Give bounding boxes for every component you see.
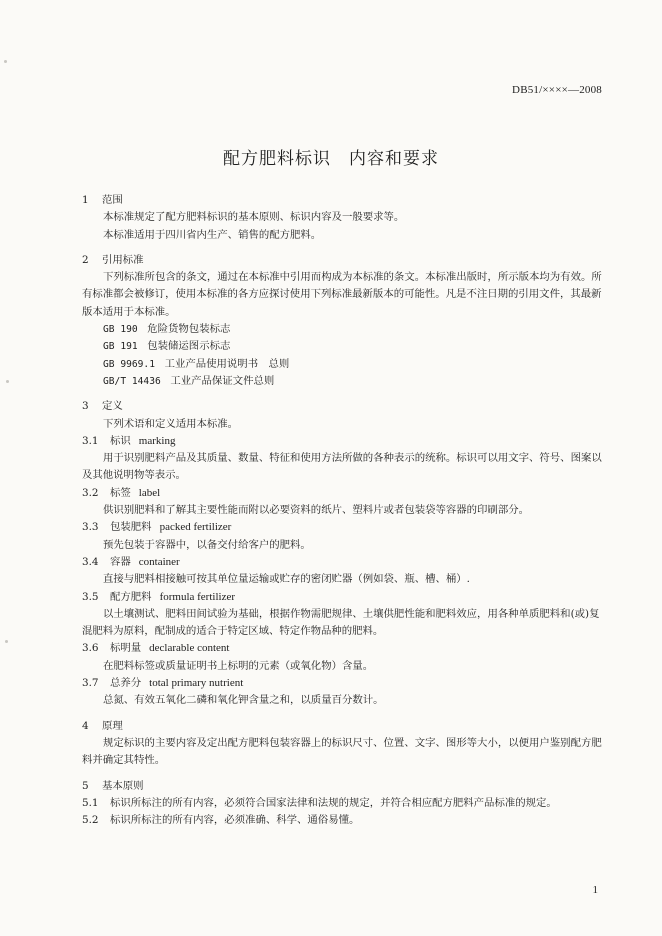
section-number: 4: [82, 719, 89, 732]
definition-term-en: marking: [138, 434, 176, 447]
reference-code: GB 191: [103, 341, 138, 353]
scan-speck: [5, 640, 8, 643]
definition-text: 直接与肥料相接触可按其单位量运输或贮存的密闭贮器（例如袋、瓶、槽、桶）.: [103, 573, 470, 586]
definition-number: 3.6: [82, 642, 99, 655]
document-body: [82, 192, 602, 829]
paragraph: 下列标准所包含的条文，通过在本标准中引用而构成为本标准的条文。本标准出版时，所示版本均为有效。所有标准都会被修订，使用本标准的各方应探讨使用下列标准最新版本的可能性。凡是不注日期的引用文件，其最新版本适用于本标准。: [82, 271, 602, 318]
definition-term: 标识: [110, 434, 131, 447]
definition-text: 以土壤测试、肥料田间试验为基础，根据作物需肥规律、土壤供肥性能和肥料效应，用各种单质肥料和(或)复混肥料为原料，配制成的适合于特定区域、特定作物品种的肥料。: [82, 607, 600, 638]
definition-term: 标明量: [110, 642, 142, 655]
paragraph: 本标准适用于四川省内生产、销售的配方肥料。: [103, 228, 322, 241]
definition-term-en: total primary nutrient: [149, 677, 244, 690]
definition-number: 3.1: [82, 434, 99, 447]
definition-term: 包装肥料: [110, 521, 152, 534]
section-heading: [82, 252, 602, 269]
reference-title: 包装储运图示标志: [147, 340, 231, 353]
section-number: 2: [82, 253, 89, 266]
definition-number: 3.7: [82, 677, 99, 690]
definition-text: 预先包装于容器中，以备交付给客户的肥料。: [103, 538, 311, 551]
clause-number: 5.1: [82, 796, 99, 809]
definition-term-en: container: [138, 555, 180, 568]
definition-term-en: packed fertilizer: [159, 521, 232, 534]
paragraph: 本标准规定了配方肥料标识的基本原则、标识内容及一般要求等。: [103, 211, 405, 224]
clause-item: [82, 812, 602, 829]
reference-code: GB/T 14436: [103, 375, 161, 387]
section-heading: [82, 398, 602, 415]
reference-code: GB 190: [103, 324, 138, 336]
definition-term-en: declarable content: [149, 642, 230, 655]
definition-text: 总氮、有效五氧化二磷和氧化钾含量之和，以质量百分数计。: [103, 694, 384, 707]
section-heading: [82, 718, 602, 735]
definition-term-en: label: [138, 486, 161, 499]
definition-term: 标签: [110, 486, 131, 499]
paragraph: 下列术语和定义适用本标准。: [103, 417, 239, 430]
reference-item: [82, 338, 602, 355]
definition-term: 配方肥料: [110, 590, 152, 603]
definition-number: 3.5: [82, 590, 99, 603]
section-heading: [82, 778, 602, 795]
reference-item: [82, 356, 602, 373]
definition-heading: [82, 640, 602, 657]
scan-speck: [4, 60, 7, 63]
reference-item: [82, 321, 602, 338]
definition-text: 用于识别肥料产品及其质量、数量、特征和使用方法所做的各种表示的统称。标识可以用文字、符号、图案以及其他说明物等表示。: [82, 452, 602, 482]
reference-item: [82, 373, 602, 390]
definition-text: 供识别肥料和了解其主要性能而附以必要资料的纸片、塑料片或者包装袋等容器的印刷部分。: [103, 504, 530, 517]
clause-text: 标识所标注的所有内容，必须符合国家法律和法规的规定，并符合相应配方肥料产品标准的规定。: [110, 796, 557, 809]
section-number: 1: [82, 194, 89, 206]
section-number: 3: [82, 400, 89, 413]
paragraph: 规定标识的主要内容及定出配方肥料包装容器上的标识尺寸、位置、文字、图形等大小，以便用户鉴别配方肥料并确定其特性。: [82, 736, 602, 767]
definition-term: 总养分: [110, 677, 142, 690]
scan-speck: [6, 380, 9, 383]
definition-heading: [82, 433, 602, 450]
definition-heading: [82, 519, 602, 536]
definition-term-en: formula fertilizer: [159, 590, 235, 603]
definition-heading: [82, 485, 602, 502]
definition-number: 3.2: [82, 486, 99, 499]
reference-title: 工业产品保证文件总则: [170, 374, 275, 387]
section-title: 引用标准: [102, 253, 144, 266]
definition-heading: [82, 675, 602, 692]
clause-number: 5.2: [82, 814, 99, 827]
document-title: 配方肥料标识 内容和要求: [223, 149, 439, 169]
definition-heading: [82, 554, 602, 571]
definition-term: 容器: [110, 555, 131, 568]
definition-number: 3.4: [82, 555, 99, 568]
section-number: 5: [82, 779, 89, 792]
section-title: 原理: [102, 719, 123, 732]
definition-heading: [82, 589, 602, 606]
clause-item: [82, 795, 602, 812]
definition-text: 在肥料标签或质量证明书上标明的元素（或氧化物）含量。: [103, 659, 374, 672]
section-title: 范围: [102, 194, 123, 206]
section-title: 定义: [102, 400, 123, 413]
clause-text: 标识所标注的所有内容，必须准确、科学、通俗易懂。: [110, 814, 360, 827]
reference-title: 工业产品使用说明书 总则: [164, 357, 290, 370]
page-number: 1: [592, 884, 598, 896]
section-title: 基本原则: [102, 779, 144, 792]
reference-code: GB 9969.1: [103, 358, 155, 370]
section-heading: [82, 192, 602, 209]
definition-number: 3.3: [82, 521, 99, 534]
standard-number: DB51/××××—2008: [512, 84, 602, 96]
reference-title: 危险货物包装标志: [147, 323, 231, 336]
